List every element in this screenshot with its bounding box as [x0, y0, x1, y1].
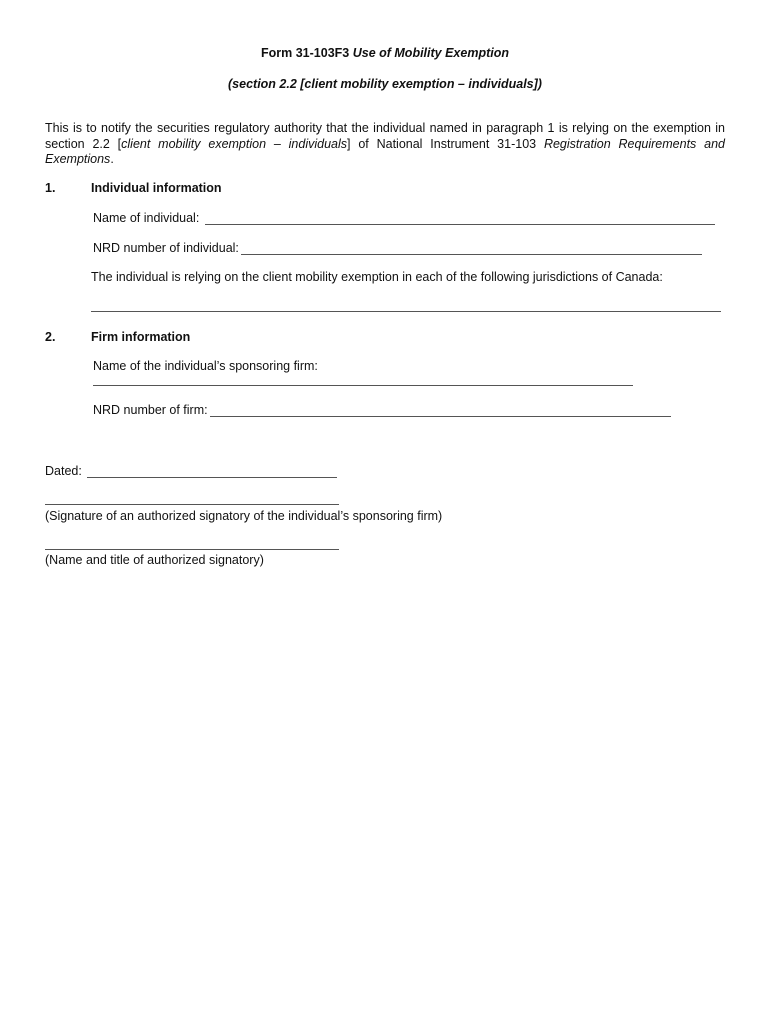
firm-nrd-line[interactable]: [210, 416, 671, 417]
individual-nrd-field[interactable]: [93, 241, 239, 255]
form-subtitle: (section 2.2 [client mobility exemption – individuals]): [228, 77, 542, 91]
individual-nrd-line[interactable]: [241, 254, 702, 255]
intro-text-2: client mobility exemption – individuals: [121, 136, 348, 151]
jurisdictions-text: The individual is relying on the client mobility exemption in each of the following jurisdictions of Canada:: [91, 270, 663, 284]
dated-label: Dated:: [45, 464, 82, 478]
section-2-number: 2.: [45, 330, 56, 344]
firm-name-line[interactable]: [93, 385, 633, 386]
firm-nrd-label: NRD number of firm:: [93, 403, 208, 417]
section-1-number: 1.: [45, 181, 56, 195]
intro-paragraph: [45, 121, 725, 168]
form-title-italic: Use of Mobility Exemption: [352, 46, 509, 60]
name-title-caption: (Name and title of authorized signatory): [45, 553, 264, 567]
firm-nrd-field[interactable]: [93, 403, 208, 417]
section-1-heading: Individual information: [91, 181, 222, 195]
individual-nrd-label: NRD number of individual:: [93, 241, 239, 255]
individual-name-field[interactable]: [93, 211, 199, 225]
section-2-heading: Firm information: [91, 330, 191, 344]
name-title-line[interactable]: [45, 549, 339, 550]
intro-text-1: This is to notify the securities regulatory authority that the individual named in paragraph 1 is relying on the exemption in section 2.2 [: [45, 121, 725, 151]
jurisdictions-line[interactable]: [91, 311, 721, 312]
dated-line[interactable]: [87, 477, 337, 478]
intro-text-5: .: [110, 152, 114, 166]
intro-text-4: Registration Requirements and Exemptions: [45, 136, 725, 166]
intro-text-3: ] of National Instrument 31-103: [347, 136, 544, 151]
individual-name-label: Name of individual:: [93, 211, 200, 225]
individual-name-line[interactable]: [205, 224, 715, 225]
signature-caption: (Signature of an authorized signatory of the individual’s sponsoring firm): [45, 509, 443, 523]
signature-line[interactable]: [45, 504, 339, 505]
form-title: [0, 46, 770, 60]
form-number: Form 31-103F3: [261, 46, 350, 60]
firm-name-label: Name of the individual’s sponsoring firm:: [93, 359, 318, 373]
